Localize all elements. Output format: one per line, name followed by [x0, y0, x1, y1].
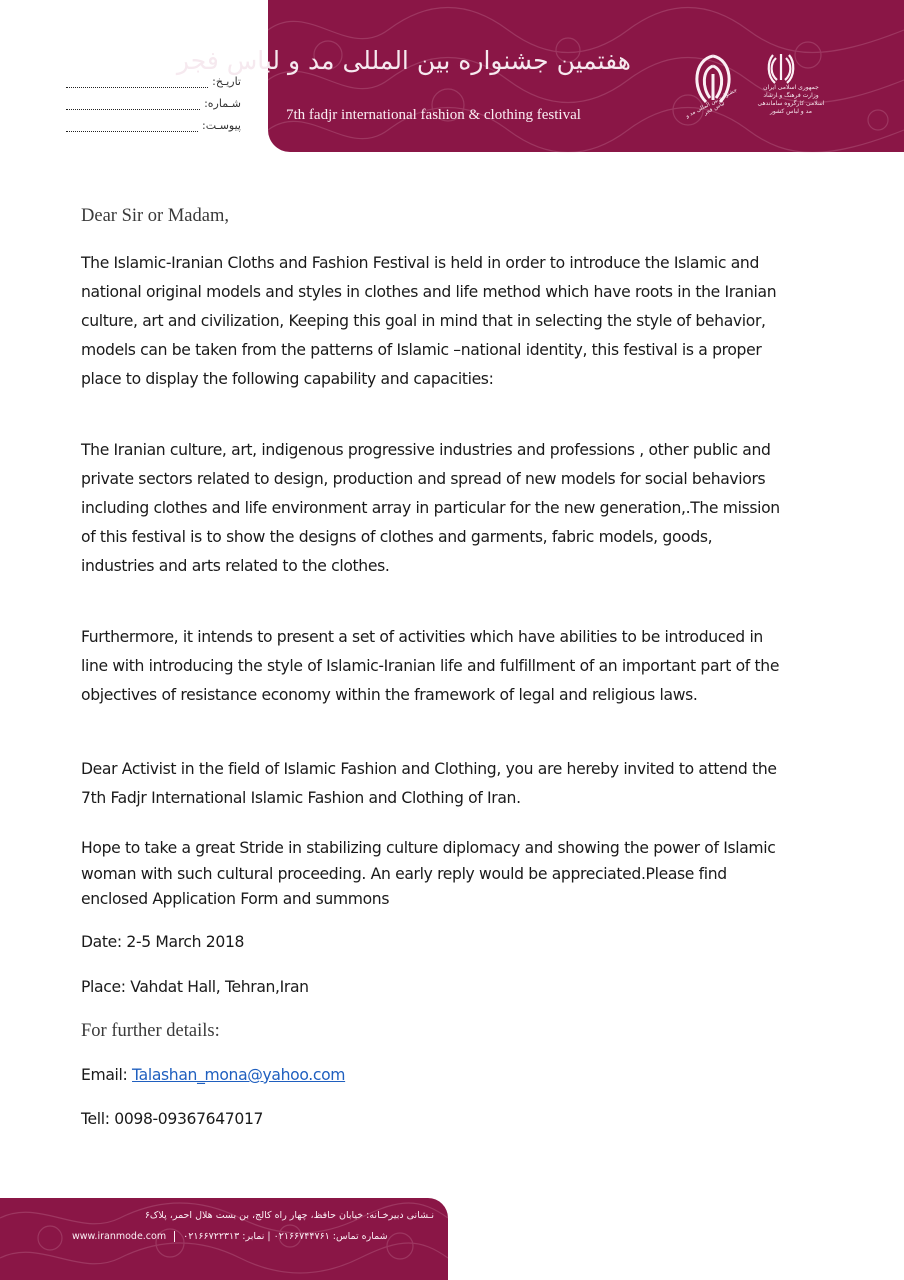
contact-email [81, 1066, 345, 1084]
footer-address: نـشانی دبیرخـانه: خیابان حافظ، چهار راه کالج، بن بست هلال احمر، پلاک۶ [144, 1210, 434, 1221]
footer-phones: شماره تماس: ۰۲۱۶۶۷۴۴۷۶۱ | نمابر: ۰۲۱۶۶۷۲۲۳۱۳ [183, 1231, 388, 1242]
meta-date-blank [66, 75, 208, 88]
letter-paragraph-furthermore: Furthermore, it intends to present a set of activities which have abilities to be introduced in line with introducing the style of Islamic-Iranian life and fulfillment of an important part of the objectives of resistance economy within the framework of legal and religious laws. [81, 628, 780, 704]
meta-number-row [66, 88, 241, 110]
letter-paragraph-intro: The Islamic-Iranian Cloths and Fashion Festival is held in order to introduce the Islamic and national original models and styles in clothes and life method which have roots in the Iranian culture, art and civilization, Keeping this goal in mind that in selecting the style of behavior, models can be taken from the patterns of Islamic –national identity, this festival is a proper place to display the following capability and capacities: [81, 254, 777, 388]
festival-logo [684, 52, 742, 126]
contact-phone: Tell: 0098-09367647017 [81, 1110, 264, 1128]
meta-attachment-blank [66, 119, 198, 132]
ministry-text: جمهوری اسلامی ایران وزارت فرهنگ و ارشاد اسلامی کارگروه ساماندهی مد و لباس کشور [757, 84, 825, 115]
festival-title-persian: هفتمین جشنواره بین المللی مد و لباس فجر [176, 46, 631, 75]
email-link[interactable]: Talashan_mona@yahoo.com [132, 1066, 346, 1084]
letter-paragraph-invitation: Dear Activist in the field of Islamic Fashion and Clothing, you are hereby invited to attend the 7th Fadjr International Islamic Fashion and Clothing of Iran. [81, 760, 777, 807]
event-date: Date: 2-5 March 2018 [81, 933, 245, 951]
festival-title-english: 7th fadjr international fashion & clothing festival [286, 107, 581, 123]
details-heading: For further details: [81, 1021, 220, 1041]
meta-number-blank [66, 97, 200, 110]
festival-logo-caption: جشنواره بین المللی مد و لباس فجر [684, 87, 739, 120]
email-label: Email: [81, 1066, 133, 1084]
ministry-logo [756, 50, 826, 132]
letter-paragraph-mission: The Iranian culture, art, indigenous progressive industries and professions , other public and private sectors related to design, production and spread of new models for social behaviors including clothes and life environment array in particular for the new generation,.The mission of this festival is to show the designs of clothes and garments, fabric models, goods, industries and arts related to the clothes. [81, 441, 780, 575]
meta-number-label: شـماره: [204, 97, 241, 110]
footer-banner [0, 1198, 448, 1280]
meta-date-label: تاریـخ: [212, 75, 241, 88]
meta-attachment-row [66, 110, 241, 132]
event-place: Place: Vahdat Hall, Tehran,Iran [81, 978, 309, 996]
letter-meta-fields [66, 66, 241, 132]
footer-website[interactable]: www.iranmode.com [72, 1231, 167, 1242]
meta-attachment-label: پیوسـت: [201, 119, 241, 132]
letter-greeting: Dear Sir or Madam, [81, 206, 229, 226]
iran-emblem-icon [766, 52, 796, 84]
footer-divider [174, 1231, 175, 1242]
footer-contact-line [72, 1231, 388, 1242]
letter-paragraph-closing: Hope to take a great Stride in stabilizing culture diplomacy and showing the power of Islamic woman with such cultural proceeding. An early reply would be appreciated.Please find enclosed Application Form and summons [81, 839, 776, 908]
